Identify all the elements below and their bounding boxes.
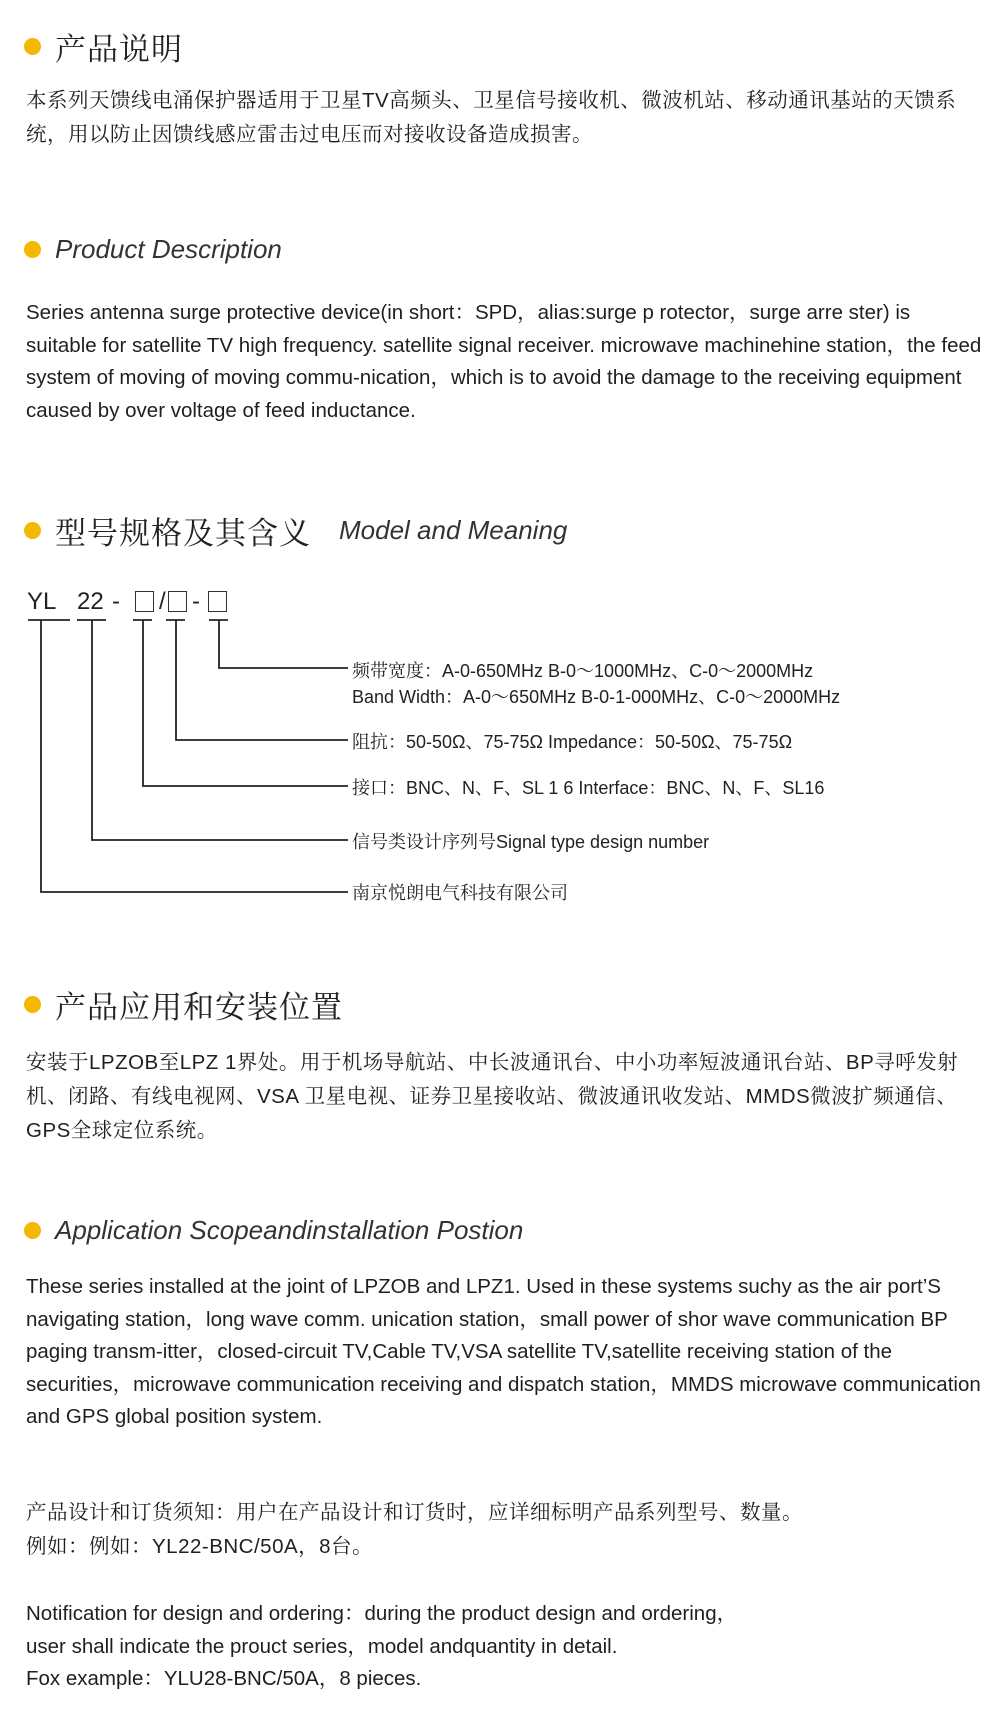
code-slash: / <box>159 588 166 615</box>
ordering-notice-en-line: Notification for design and ordering：during the product design and ordering， <box>26 1602 738 1625</box>
ordering-example-en-line: Fox example：YLU28-BNC/50A，8 pieces. <box>26 1667 422 1690</box>
heading-text-en: Model and Meaning <box>339 515 568 545</box>
leader-company <box>41 620 348 892</box>
heading-text-cn: 型号规格及其含义 <box>55 516 311 551</box>
heading-text: Application Scopeandinstallation Postion <box>55 1215 524 1245</box>
section-heading-application-en <box>24 1215 523 1246</box>
label-impedance: 阻抗：50-50Ω、75-75Ω Impedance：50-50Ω、75-75Ω <box>352 732 793 752</box>
label-bandwidth-en: Band Width：A-0～650MHz B-0-1-000MHz、C-0～2000MHz <box>352 687 841 707</box>
code-dash: - <box>192 588 200 615</box>
label-interface: 接口：BNC、N、F、SL 1 6 Interface：BNC、N、F、SL16 <box>352 778 825 798</box>
label-signal-design: 信号类设计序列号Signal type design number <box>352 832 710 852</box>
leader-bandwidth <box>219 620 348 668</box>
ordering-notice-cn <box>26 1496 982 1564</box>
heading-text: 产品应用和安装位置 <box>55 990 343 1025</box>
label-company: 南京悦朗电气科技有限公司 <box>352 883 568 903</box>
heading-text: Product Description <box>55 234 282 264</box>
label-bandwidth-cn: 频带宽度：A-0-650MHz B-0～1000MHz、C-0～2000MHz <box>352 661 814 681</box>
section-heading-application <box>24 982 343 1027</box>
leader-interface <box>143 620 348 786</box>
code-number: 22 <box>77 588 104 615</box>
code-dash: - <box>112 588 120 615</box>
ordering-notice-en <box>26 1598 982 1696</box>
product-intro-paragraph: 本系列天馈线电涌保护器适用于卫星TV高频头、卫星信号接收机、微波机站、移动通讯基站的天馈系统，用以防止因馈线感应雷击过电压而对接收设备造成损害。 <box>26 89 957 146</box>
application-paragraph-en: These series installed at the joint of LPZOB and LPZ1. Used in these systems suchy as the air port’S navigating station，long wave comm. unication station，small power of shor wave communication BP paging transm-itter，closed-circuit TV,Cable TV,VSA satellite TV,satellite receiving station of the securities，microwave communication receiving and dispatch station，MMDS microwave communication and GPS global position system. <box>26 1275 981 1428</box>
code-yl: YL <box>27 588 57 615</box>
leader-impedance <box>176 620 348 740</box>
ordering-notice-en-line: user shall indicate the prouct series，model andquantity in detail. <box>26 1634 618 1658</box>
ordering-notice-cn-line: 产品设计和订货须知：用户在产品设计和订货时，应详细标明产品系列型号、数量。 <box>26 1501 803 1524</box>
product-description-paragraph: Series antenna surge protective device(in short：SPD，alias:surge p rotector，surge arre ster) is suitable for satellite TV high frequency. satellite signal receiver. microwave machinehine station，the feed system of moving of moving commu-nication，which is to avoid the damage to the receiving equipment caused by over voltage of feed inductance. <box>26 301 982 422</box>
bullet-dot-icon <box>24 1222 41 1239</box>
ordering-example-cn-line: 例如：例如：YL22-BNC/50A，8台。 <box>26 1535 374 1558</box>
heading-text: 产品说明 <box>55 32 183 67</box>
leader-signal <box>92 620 348 840</box>
application-paragraph-cn: 安装于LPZOB至LPZ 1界处。用于机场导航站、中长波通讯台、中小功率短波通讯台站、BP寻呼发射机、闭路、有线电视网、VSA 卫星电视、证券卫星接收站、微波通讯收发站、MMDS微波扩频通信、GPS全球定位系统。 <box>26 1051 959 1142</box>
bullet-dot-icon <box>24 996 41 1013</box>
